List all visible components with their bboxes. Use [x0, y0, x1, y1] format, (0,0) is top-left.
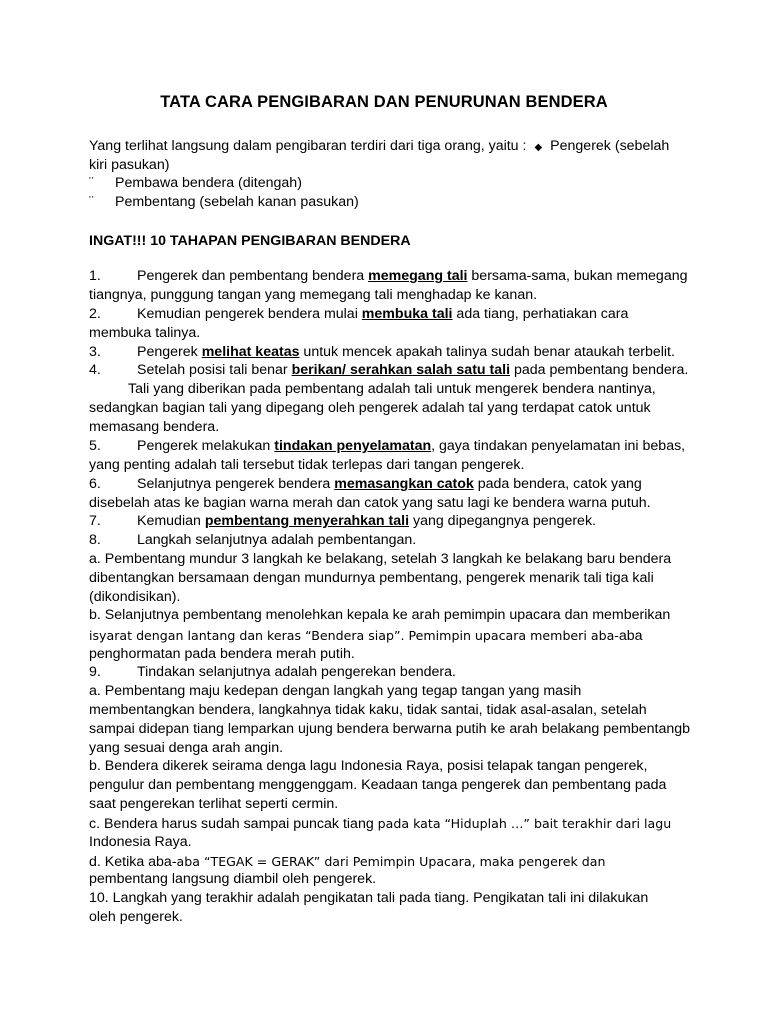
intro-line-4 [89, 193, 359, 212]
step-9a-line-4: yang sesuai denga arah angin. [89, 740, 284, 756]
step-number: 3. [89, 344, 101, 360]
step-9b-line-1: b. Bendera dikerek seirama denga lagu Indonesia Raya, posisi telapak tangan pengerek, [89, 758, 648, 774]
step-4-line-1 [89, 361, 688, 380]
step-8a-line-3: (dikondisikan). [89, 589, 181, 605]
step-text: Pengerek [137, 344, 202, 360]
step-9d-line-2: pembentang langsung diambil oleh pengerek. [89, 871, 377, 887]
step-2-line-1 [89, 305, 628, 324]
step-text: ada tiang, perhatiakan cara [452, 306, 629, 322]
step-text: bersama-sama, bukan memegang [467, 268, 688, 284]
step-text: Selanjutnya pengerek bendera [137, 476, 335, 492]
step-keyword: melihat keatas [201, 344, 300, 360]
step-9c-line-2: Indonesia Raya. [89, 834, 192, 850]
step-6-line-1 [89, 475, 642, 494]
step-8a-line-1: a. Pembentang mundur 3 langkah ke belakang, setelah 3 langkah ke belakang baru bendera [89, 551, 672, 567]
step-9-line-1 [89, 663, 456, 682]
step-number: 7. [89, 513, 101, 529]
step-keyword: berikan/ serahkan salah satu tali [291, 362, 511, 378]
step-text: Langkah selanjutnya adalah pembentangan. [137, 532, 417, 548]
intro-item-2: Pembawa bendera (ditengah) [115, 175, 302, 191]
step-text: Pengerek melakukan [137, 438, 275, 454]
step-keyword: tindakan penyelamatan [274, 438, 432, 454]
step-8b-line-3: penghormatan pada bendera merah putih. [89, 646, 355, 662]
intro-item-3: Pembentang (sebelah kanan pasukan) [115, 194, 359, 210]
step-text: Tindakan selanjutnya adalah pengerekan bendera. [137, 664, 456, 680]
step-9d-line-1 [89, 852, 605, 872]
step-8a-line-2: dibentangkan bersamaan dengan mundurnya pembentang, pengerek menarik tali tiga kali [89, 570, 654, 586]
intro-text: Yang terlihat langsung dalam pengibaran terdiri dari tiga orang, yaitu : [89, 138, 527, 154]
step-5-line-2: yang penting adalah tali tersebut tidak terlepas dari tangan pengerek. [89, 457, 525, 473]
step-4-line-3: sedangkan bagian tali yang dipegang oleh pengerek adalah tal yang terdapat catok untuk [89, 400, 651, 416]
step-text: aba “TEGAK = GERAK” dari Pemimpin Upacara, maka pengerek dan [176, 854, 606, 869]
step-text: Kemudian [137, 513, 205, 529]
step-text: pada pembentang bendera. [510, 362, 689, 378]
step-9a-line-1: a. Pembentang maju kedepan dengan langkah yang tegap tangan yang masih [89, 683, 582, 699]
step-text: Setelah posisi tali benar [137, 362, 292, 378]
step-10-line-1: 10. Langkah yang terakhir adalah pengikatan tali pada tiang. Pengikatan tali ini dilakukan [89, 890, 649, 906]
step-keyword: memasangkan catok [334, 476, 474, 492]
step-9a-line-2: membentangkan bendera, langkahnya tidak kaku, tidak santai, tidak asal-asalan, setelah [89, 702, 647, 718]
step-number: 2. [89, 306, 101, 322]
step-text: c. Bendera harus sudah sampai puncak tiang [89, 816, 378, 832]
bullet-mark: ¨ [89, 175, 94, 191]
step-9a-line-3: sampai didepan tiang lemparkan ujung bendera berwarna putih ke arah belakang pembentangb [89, 721, 691, 737]
step-number: 1. [89, 268, 101, 284]
step-6-line-2: disebelah atas ke bagian warna merah dan catok yang satu lagi ke bendera warna putuh. [89, 495, 651, 511]
step-4-line-4: memasang bendera. [89, 419, 220, 435]
step-text: Kemudian pengerek bendera mulai [137, 306, 362, 322]
step-text: Pengerek dan pembentang bendera [137, 268, 369, 284]
document-title: TATA CARA PENGIBARAN DAN PENURUNAN BENDERA [160, 93, 608, 111]
step-4-line-2: Tali yang diberikan pada pembentang adalah tali untuk mengerek bendera nantinya, [128, 381, 656, 397]
step-number: 5. [89, 438, 101, 454]
step-keyword: pembentang menyerahkan tali [204, 513, 410, 529]
intro-item-1: Pengerek (sebelah [550, 138, 670, 154]
step-number: 6. [89, 476, 101, 492]
step-text: d. Ketika aba- [89, 854, 177, 870]
step-10-line-2: oleh pengerek. [89, 909, 183, 925]
step-8b-line-2 [89, 626, 643, 646]
intro-line-1 [89, 137, 669, 157]
step-keyword: membuka tali [361, 306, 453, 322]
step-number: 9. [89, 664, 101, 680]
intro-line-2: kiri pasukan) [89, 157, 170, 173]
step-3-line-1 [89, 343, 675, 362]
step-text: yang dipegangnya pengerek. [409, 513, 596, 529]
step-text: isyarat dengan lantang dan keras “Bendera siap”. Pemimpin upacara memberi aba- [89, 628, 619, 643]
step-keyword: memegang tali [368, 268, 468, 284]
step-5-line-1 [89, 437, 685, 456]
step-text: untuk mencek apakah talinya sudah benar ataukah terbelit. [299, 344, 675, 360]
bullet-mark: ¨ [89, 194, 94, 210]
step-9b-line-3: saat pengerekan terlihat seperti cermin. [89, 796, 339, 812]
step-8-line-1 [89, 531, 416, 550]
step-text: , gaya tindakan penyelamatan ini bebas, [431, 438, 686, 454]
step-9b-line-2: pengulur dan pembentang menggenggam. Keadaan tanga pengerek dan pembentang pada [89, 777, 667, 793]
intro-line-3 [89, 174, 302, 193]
step-1-line-1 [89, 267, 688, 286]
step-number: 4. [89, 362, 101, 378]
step-2-line-2: membuka talinya. [89, 325, 201, 341]
step-9c-line-1 [89, 814, 671, 834]
step-number: 8. [89, 532, 101, 548]
diamond-bullet-icon: ◆ [534, 142, 543, 153]
step-1-line-2: tiangnya, punggung tangan yang memegang tali menghadap ke kanan. [89, 287, 538, 303]
step-text: pada kata “Hiduplah …” bait terakhir dari lagu [377, 816, 672, 831]
step-text: pada bendera, catok yang [473, 476, 642, 492]
section-heading: INGAT!!! 10 TAHAPAN PENGIBARAN BENDERA [89, 233, 411, 249]
step-8b-line-1: b. Selanjutnya pembentang menolehkan kepala ke arah pemimpin upacara dan memberikan [89, 607, 671, 623]
step-7-line-1 [89, 512, 596, 531]
step-text: aba [618, 628, 643, 644]
